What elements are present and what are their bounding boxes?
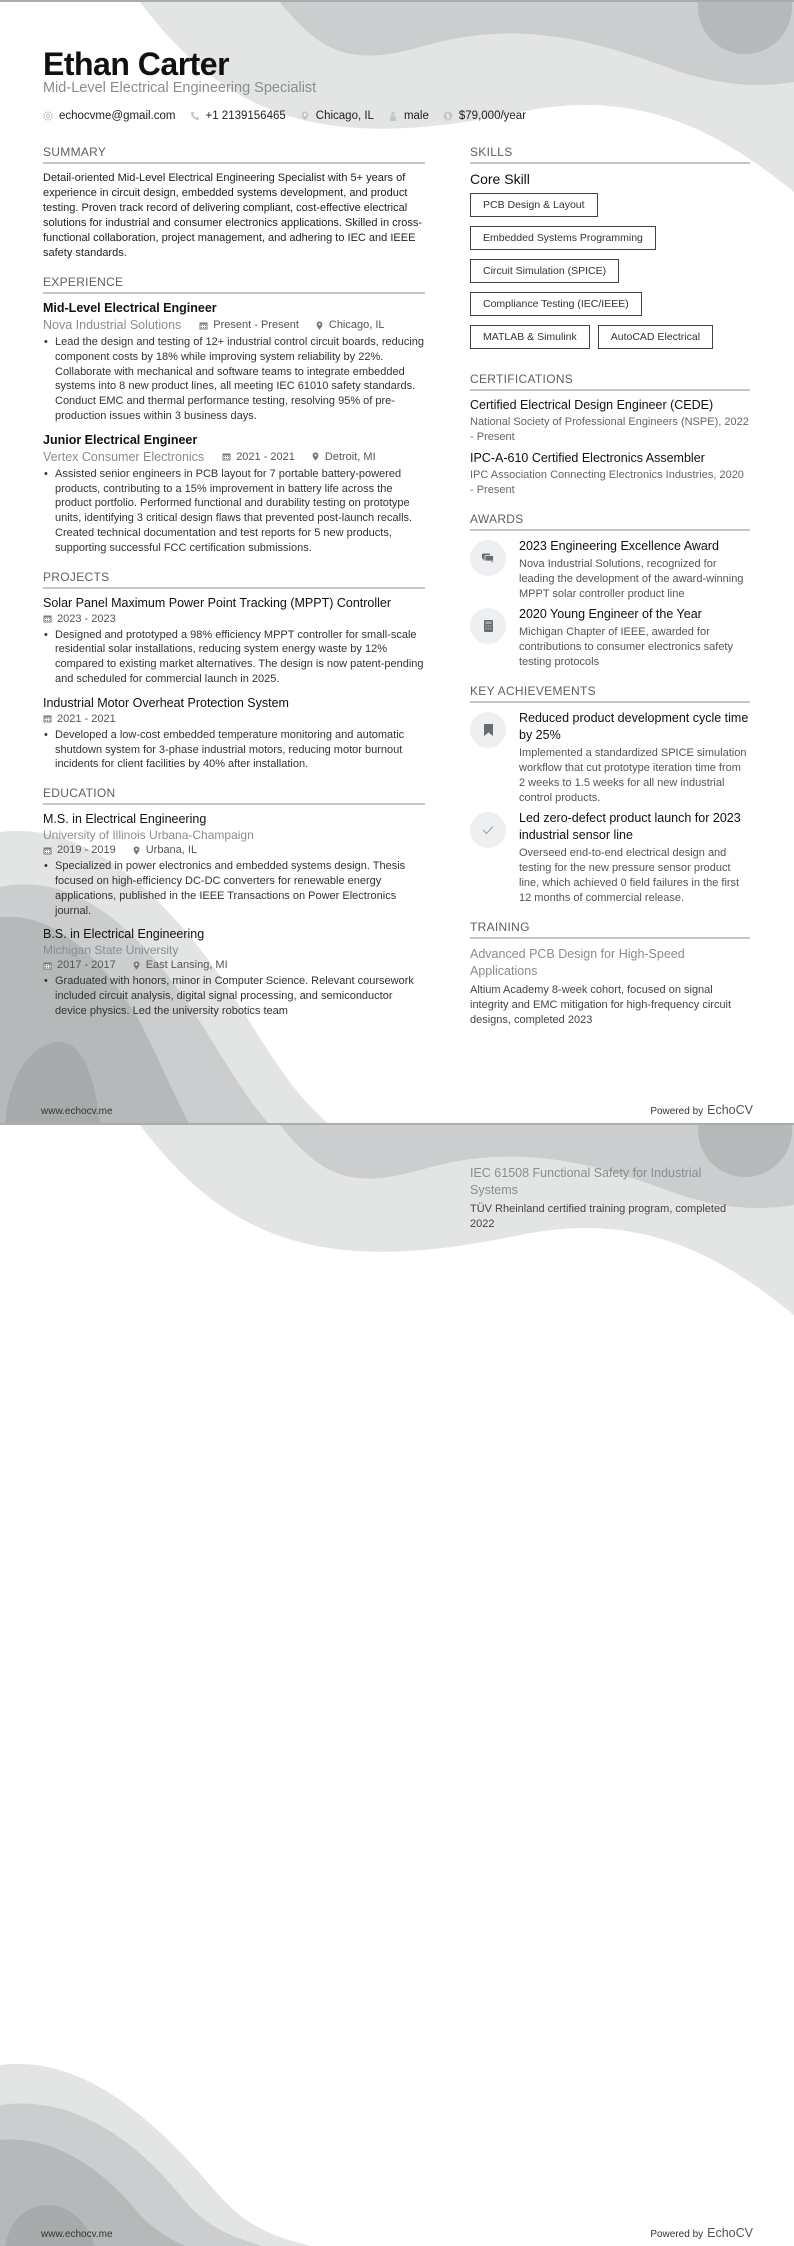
summary-heading: SUMMARY	[43, 145, 425, 164]
footer-website-link[interactable]: www.echocv.me	[41, 1106, 113, 1117]
brand-name: EchoCV	[707, 2226, 753, 2240]
job-location	[315, 319, 385, 331]
education-meta	[43, 844, 425, 856]
award-item	[470, 538, 750, 602]
award-item	[470, 606, 750, 670]
education-dates	[43, 844, 116, 856]
job-title: Mid-Level Electrical Engineer	[43, 301, 217, 315]
award-name: 2020 Young Engineer of the Year	[519, 607, 702, 621]
project-item	[43, 696, 425, 772]
training-name: IEC 61508 Functional Safety for Industrial Systems	[470, 1166, 702, 1197]
training-desc: Altium Academy 8-week cohort, focused on signal integrity and EMC mitigation for high-frequency circuit designs, completed 2023	[470, 984, 732, 1026]
job-dates-value: 2021 - 2021	[236, 450, 295, 463]
chat-bubbles-icon	[470, 540, 506, 576]
certification-org: National Society of Professional Engineers (NSPE), 2022 - Present	[470, 416, 749, 443]
at-icon	[43, 111, 53, 121]
project-dates	[43, 613, 425, 625]
education-bullets	[43, 974, 425, 1018]
footer-powered-by[interactable]	[650, 2226, 753, 2240]
contact-salary	[443, 110, 526, 122]
svg-text:$: $	[445, 112, 451, 121]
job-company: Vertex Consumer Electronics	[43, 449, 205, 464]
job-dates-value: Present - Present	[213, 319, 299, 331]
contact-phone[interactable]	[190, 110, 286, 122]
education-heading: EDUCATION	[43, 786, 425, 805]
resume-page-2	[0, 1123, 794, 2246]
contact-location	[300, 110, 374, 122]
job-location	[311, 451, 376, 463]
job-company: Nova Industrial Solutions	[43, 318, 182, 332]
education-location	[132, 844, 197, 856]
certification-org: IPC Association Connecting Electronics Industries, 2020 - Present	[470, 469, 744, 496]
award-body	[519, 538, 750, 602]
job-dates	[222, 451, 295, 463]
job-bullet: • Assisted senior engineers in PCB layout for 7 portable battery-powered products, contributing to a 15% improvement in battery life across the product portfolio. Performed functional and durability testing on prototype units, identifying 3 critical design flaws that prevented post-launch recalls. Created technical documentation and test reports for 5 new products, supporting successful FCC certification submissions.	[43, 467, 425, 556]
project-dates	[43, 713, 425, 725]
education-school: University of Illinois Urbana-Champaign	[43, 828, 254, 843]
calendar-icon	[43, 961, 52, 970]
job-location-value: Detroit, MI	[324, 450, 376, 463]
job-meta	[43, 318, 425, 332]
skill-chip: PCB Design & Layout	[470, 193, 598, 217]
education-location-value: Urbana, IL	[145, 844, 198, 857]
projects-section	[43, 570, 425, 773]
contact-email-value: echocvme@gmail.com	[59, 110, 176, 122]
education-bullets	[43, 859, 425, 918]
project-item	[43, 596, 425, 687]
education-dates-value: 2019 - 2019	[57, 844, 116, 857]
project-bullets	[43, 728, 425, 772]
calendar-icon	[222, 452, 231, 461]
job-bullet: • Lead the design and testing of 12+ industrial control circuit boards, reducing component costs by 18% while improving system reliability by 22%. Collaborate with mechanical and software teams to integrate embedded systems into 8 new product lines, all meeting IEC 61010 safety standards. Conduct EMC and thermal performance testing, resolving 95% of pre-production issues within 3 business days.	[43, 335, 425, 424]
education-degree: M.S. in Electrical Engineering	[43, 812, 207, 827]
achievements-heading: KEY ACHIEVEMENTS	[470, 684, 750, 703]
certification-item	[470, 451, 750, 498]
training-section	[470, 920, 750, 1028]
training-desc: TÜV Rheinland certified training program, completed 2022	[470, 1203, 727, 1230]
brand-name: EchoCV	[707, 1103, 753, 1117]
certification-item	[470, 398, 750, 445]
education-section	[43, 786, 425, 1019]
projects-heading: PROJECTS	[43, 570, 425, 589]
certification-name: Certified Electrical Design Engineer (CEDE)	[470, 398, 714, 412]
job-title: Junior Electrical Engineer	[43, 432, 198, 447]
education-bullet: • Specialized in power electronics and embedded systems design. Thesis focused on high-efficiency DC-DC converters for renewable energy applications, published in the IEEE Transactions on Power Electronics journal.	[43, 859, 425, 918]
certifications-section	[470, 372, 750, 498]
education-item	[43, 812, 425, 918]
education-dates	[43, 959, 116, 971]
left-column	[43, 145, 425, 1033]
award-name: 2023 Engineering Excellence Award	[519, 539, 719, 553]
candidate-name: Ethan Carter	[43, 46, 230, 82]
project-bullet: • Designed and prototyped a 98% efficiency MPPT controller for small-scale residential solar installations, reducing system energy waste by 12% compared to existing market alternatives. The design is now patent-pending and scheduled for commercial launch in 2025.	[43, 628, 425, 687]
job-bullets	[43, 467, 425, 556]
powered-by-label: Powered by	[650, 2229, 704, 2240]
experience-item	[43, 433, 425, 556]
achievement-item	[470, 810, 750, 906]
checkmark-icon	[470, 812, 506, 848]
right-column	[470, 145, 750, 1042]
job-location-value: Chicago, IL	[328, 319, 385, 331]
calculator-icon	[470, 608, 506, 644]
experience-item	[43, 301, 425, 424]
education-bullet: • Graduated with honors, minor in Computer Science. Relevant coursework included circuit analysis, digital signal processing, and semiconductor device physics. Led the university robotics team	[43, 974, 425, 1018]
education-location-value: East Lansing, MI	[145, 959, 228, 972]
achievement-name: Reduced product development cycle time by 25%	[519, 711, 749, 742]
summary-section	[43, 145, 425, 261]
skill-chip: Embedded Systems Programming	[470, 226, 656, 250]
footer-powered-by[interactable]	[650, 1103, 753, 1117]
summary-text: Detail-oriented Mid-Level Electrical Engineering Specialist with 5+ years of experience in circuit design, embedded systems development, and product testing. Proven track record of delivering compliant, cost-effective electrical solutions for industrial and consumer electronics applications. Skilled in cross-functional collaboration, project management, and adhering to IEC and IEEE safety standards.	[43, 172, 423, 259]
location-pin-icon	[132, 961, 141, 970]
skills-heading: SKILLS	[470, 145, 750, 164]
dollar-icon	[443, 111, 453, 121]
achievement-desc: Overseed end-to-end electrical design and testing for the new pressure sensor product line, which achieved 0 field failures in the first 12 months of commercial release.	[519, 847, 740, 904]
skills-section	[470, 145, 750, 358]
training-continued	[470, 1163, 750, 1232]
contact-gender	[388, 110, 429, 122]
project-bullets	[43, 628, 425, 687]
project-title: Solar Panel Maximum Power Point Tracking (MPPT) Controller	[43, 595, 392, 610]
skill-chip: AutoCAD Electrical	[598, 325, 713, 349]
project-title: Industrial Motor Overheat Protection System	[43, 695, 289, 710]
powered-by-label: Powered by	[650, 1106, 704, 1117]
education-meta	[43, 959, 425, 971]
education-school: Michigan State University	[43, 943, 179, 958]
bookmark-icon	[470, 712, 506, 748]
skills-group-title: Core Skill	[470, 171, 530, 187]
experience-heading: EXPERIENCE	[43, 275, 425, 294]
calendar-icon	[199, 321, 208, 330]
contact-location-value: Chicago, IL	[315, 110, 374, 122]
award-body	[519, 606, 750, 670]
footer-website-link[interactable]: www.echocv.me	[41, 2229, 113, 2240]
location-pin-icon	[300, 111, 310, 121]
award-desc: Michigan Chapter of IEEE, awarded for contributions to consumer electronics safety testing protocols	[519, 626, 733, 668]
skill-chip: Compliance Testing (IEC/IEEE)	[470, 292, 642, 316]
contact-salary-value: $79,000/year	[458, 110, 527, 122]
training-heading: TRAINING	[470, 920, 750, 939]
project-dates-value: 2021 - 2021	[57, 712, 116, 725]
location-pin-icon	[311, 452, 320, 461]
education-degree: B.S. in Electrical Engineering	[43, 927, 205, 942]
certification-name: IPC-A-610 Certified Electronics Assembler	[470, 451, 705, 465]
training-item	[470, 946, 750, 1028]
education-location	[132, 959, 228, 971]
achievement-desc: Implemented a standardized SPICE simulation workflow that cut prototype iteration time from 2 weeks to 1.5 weeks for all new industrial control products.	[519, 747, 747, 804]
achievement-name: Led zero-defect product launch for 2023 industrial sensor line	[519, 811, 741, 842]
certifications-heading: CERTIFICATIONS	[470, 372, 750, 391]
contact-gender-value: male	[403, 110, 429, 122]
achievement-body	[519, 710, 750, 806]
contact-bar	[43, 110, 540, 122]
phone-icon	[190, 111, 200, 121]
education-item	[43, 927, 425, 1018]
person-icon	[388, 111, 398, 121]
achievement-item	[470, 710, 750, 806]
skill-chip: MATLAB & Simulink	[470, 325, 590, 349]
job-meta	[43, 450, 425, 464]
experience-section	[43, 275, 425, 556]
achievement-body	[519, 810, 750, 906]
award-desc: Nova Industrial Solutions, recognized for leading the development of the award-winning MPPT solar controller product line	[519, 558, 744, 600]
calendar-icon	[43, 614, 52, 623]
location-pin-icon	[315, 321, 324, 330]
project-bullet: • Developed a low-cost embedded temperature monitoring and automatic shutdown system for 3-phase industrial motors, reducing motor burnout incidents for client facilities by 40% after installation.	[43, 728, 425, 772]
project-dates-value: 2023 - 2023	[57, 612, 116, 625]
job-dates	[199, 319, 299, 331]
awards-heading: AWARDS	[470, 512, 750, 531]
skill-chip: Circuit Simulation (SPICE)	[470, 259, 619, 283]
location-pin-icon	[132, 846, 141, 855]
training-name: Advanced PCB Design for High-Speed Applications	[470, 947, 685, 978]
contact-email[interactable]	[43, 110, 176, 122]
calendar-icon	[43, 714, 52, 723]
awards-section	[470, 512, 750, 670]
achievements-section	[470, 684, 750, 906]
contact-phone-value: +1 2139156465	[205, 110, 286, 122]
candidate-title: Mid-Level Electrical Engineering Specialist	[43, 80, 317, 96]
skill-chips	[470, 193, 750, 358]
calendar-icon	[43, 846, 52, 855]
education-dates-value: 2017 - 2017	[57, 959, 116, 972]
job-bullets	[43, 335, 425, 424]
